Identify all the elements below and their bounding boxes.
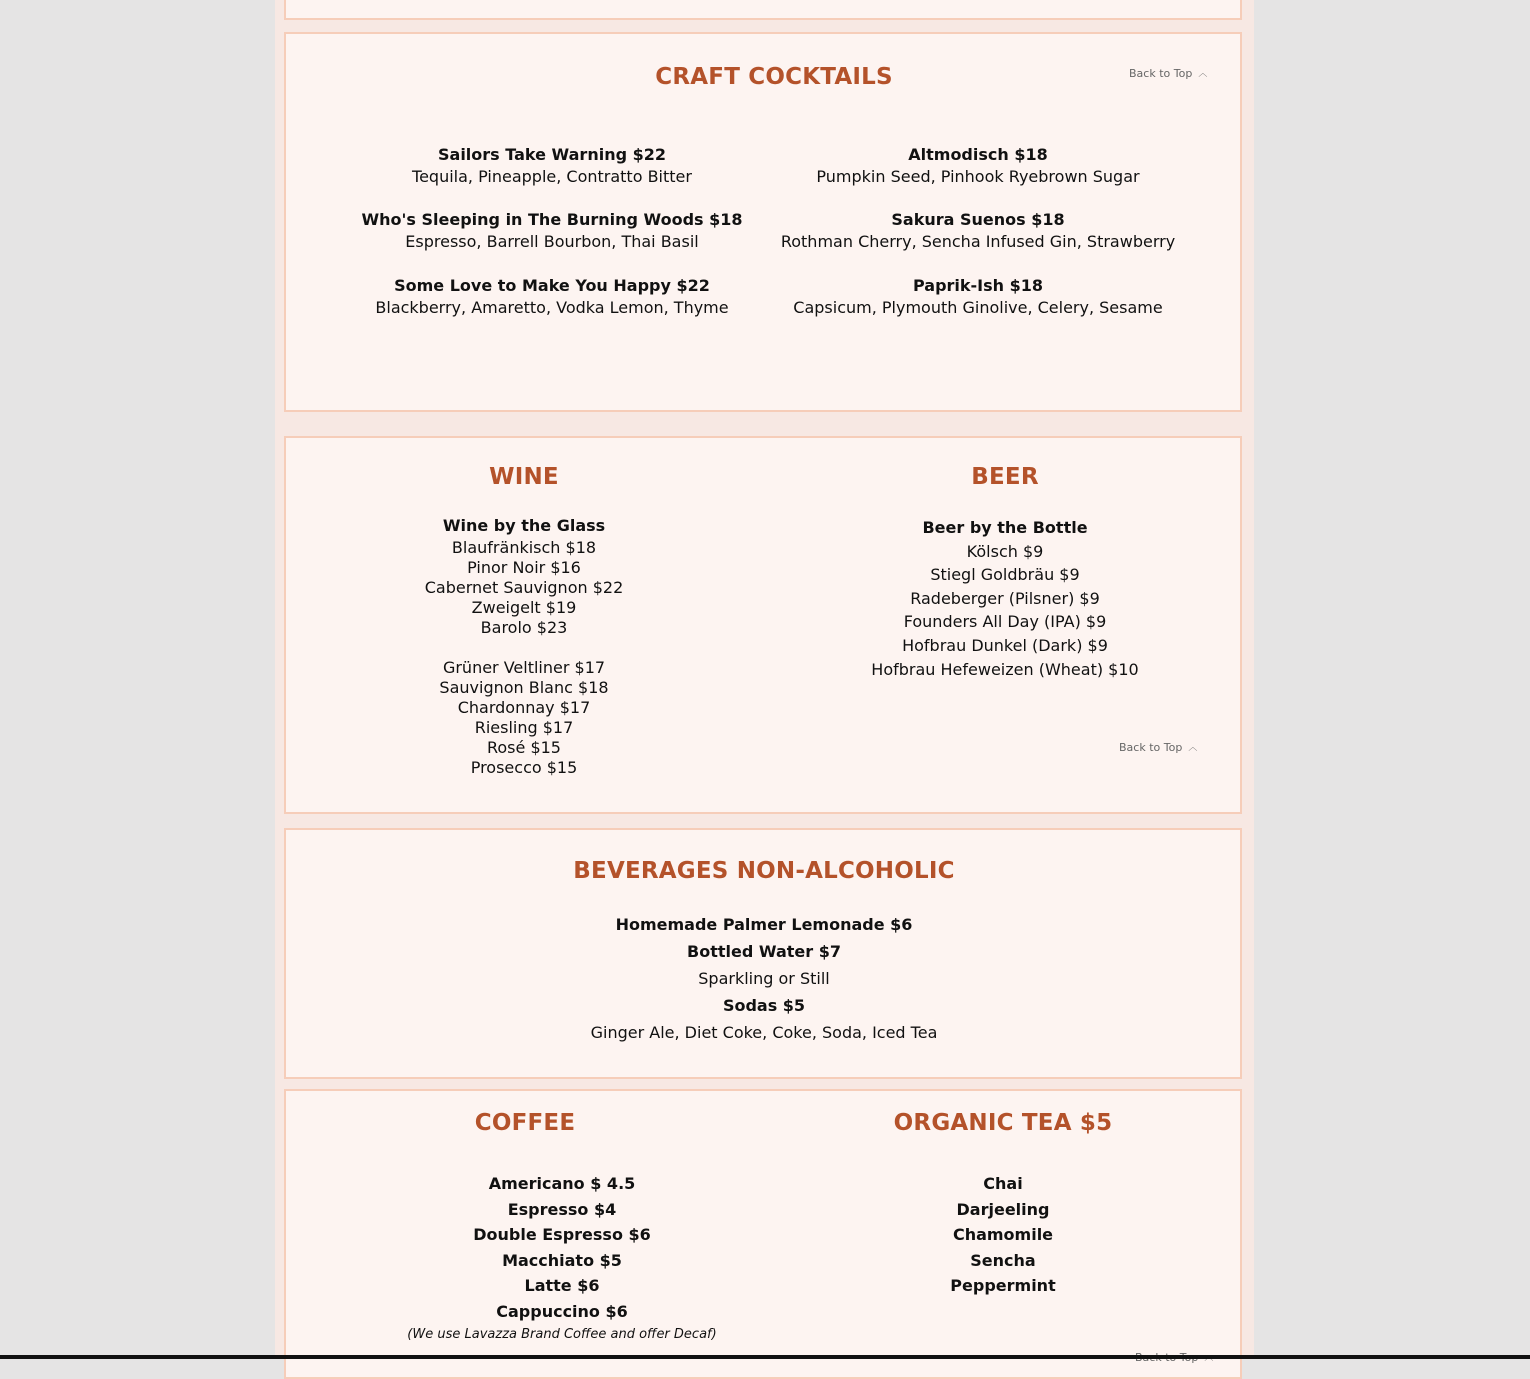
list-item: Peppermint xyxy=(950,1276,1056,1296)
list-item: Chardonnay $17 xyxy=(457,698,591,717)
coffee-note: (We use Lavazza Brand Coffee and offer Decaf) xyxy=(407,1326,717,1342)
list-item: Kölsch $9 xyxy=(966,541,1044,561)
cocktail-name: Some Love to Make You Happy $22 xyxy=(394,276,710,295)
non-alcoholic-list xyxy=(591,911,938,1046)
list-item: Barolo $23 xyxy=(480,618,568,637)
bottom-edge-bar xyxy=(0,1355,1530,1359)
list-item-desc: Sparkling or Still xyxy=(698,969,830,988)
previous-section-card xyxy=(284,0,1242,20)
coffee-list xyxy=(407,1171,716,1345)
wine-subtitle: Wine by the Glass xyxy=(442,516,606,535)
cocktail-name: Sakura Suenos $18 xyxy=(891,210,1065,229)
cocktail-desc: Espresso, Barrell Bourbon, Thai Basil xyxy=(405,232,699,251)
list-item: Hofbrau Dunkel (Dark) $9 xyxy=(902,635,1108,655)
beer-subtitle: Beer by the Bottle xyxy=(922,518,1088,537)
cocktails-section xyxy=(284,32,1242,412)
cocktail-desc: Tequila, Pineapple, Contratto Bitter xyxy=(412,167,692,186)
list-item: Darjeeling xyxy=(956,1199,1050,1219)
list-item: Sencha xyxy=(970,1250,1036,1270)
list-item: Espresso $4 xyxy=(507,1199,617,1219)
list-item: Hofbrau Hefeweizen (Wheat) $10 xyxy=(871,659,1139,679)
cocktail-desc: Blackberry, Amaretto, Vodka Lemon, Thyme xyxy=(375,298,729,317)
menu-page xyxy=(275,0,1254,1359)
list-item: Sauvignon Blanc $18 xyxy=(439,678,609,697)
tea-list xyxy=(950,1171,1055,1299)
list-item: Radeberger (Pilsner) $9 xyxy=(910,588,1100,608)
cocktails-title: CRAFT COCKTAILS xyxy=(655,64,893,90)
cocktail-name: Paprik-Ish $18 xyxy=(912,276,1044,295)
cocktails-left-column xyxy=(361,144,742,319)
back-to-top-label[interactable]: Back to Top xyxy=(1119,741,1183,754)
back-to-top-link[interactable] xyxy=(1119,740,1197,754)
tea-title: ORGANIC TEA $5 xyxy=(893,1110,1113,1136)
list-item: Macchiato $5 xyxy=(502,1250,622,1270)
list-item: Bottled Water $7 xyxy=(687,942,841,961)
list-item: Zweigelt $19 xyxy=(471,598,577,617)
list-item: Cappuccino $6 xyxy=(496,1301,628,1321)
list-item: Pinor Noir $16 xyxy=(467,558,581,577)
cocktail-desc: Capsicum, Plymouth Ginolive, Celery, Sesame xyxy=(793,298,1163,317)
list-item: Sodas $5 xyxy=(722,996,806,1015)
list-item: Stiegl Goldbräu $9 xyxy=(930,565,1080,585)
list-item: Riesling $17 xyxy=(474,718,574,737)
non-alcoholic-title: BEVERAGES NON-ALCOHOLIC xyxy=(573,858,955,884)
beer-list xyxy=(871,516,1138,681)
list-item: Blaufränkisch $18 xyxy=(451,538,597,557)
cocktail-desc: Rothman Cherry, Sencha Infused Gin, Strawberry xyxy=(780,232,1176,251)
beer-title: BEER xyxy=(971,464,1039,490)
list-item: Rosé $15 xyxy=(486,738,561,757)
list-item: Chai xyxy=(983,1174,1023,1193)
wine-beer-section xyxy=(284,436,1242,814)
chevron-up-icon: ︿ xyxy=(1188,743,1198,753)
wine-title: WINE xyxy=(489,464,559,490)
cocktails-right-column xyxy=(781,144,1175,319)
chevron-up-icon: ︿ xyxy=(1198,69,1208,79)
cocktail-name: Sailors Take Warning $22 xyxy=(438,145,666,164)
cocktail-desc: Pumpkin Seed, Pinhook Ryebrown Sugar xyxy=(816,167,1140,186)
list-item: Americano $ 4.5 xyxy=(488,1174,636,1193)
list-item: Latte $6 xyxy=(524,1276,600,1296)
list-item: Prosecco $15 xyxy=(470,758,578,777)
list-item-desc: Ginger Ale, Diet Coke, Coke, Soda, Iced Tea xyxy=(590,1023,938,1042)
cocktail-name: Altmodisch $18 xyxy=(908,145,1048,164)
back-to-top-link[interactable] xyxy=(1129,66,1207,80)
list-item: Founders All Day (IPA) $9 xyxy=(903,612,1107,632)
list-item: Grüner Veltliner $17 xyxy=(442,658,606,677)
back-to-top-label[interactable]: Back to Top xyxy=(1129,67,1193,80)
coffee-title: COFFEE xyxy=(474,1110,576,1136)
list-item: Chamomile xyxy=(952,1225,1054,1245)
wine-list xyxy=(425,516,623,778)
list-item: Cabernet Sauvignon $22 xyxy=(424,578,624,597)
non-alcoholic-section xyxy=(284,828,1242,1079)
list-item: Homemade Palmer Lemonade $6 xyxy=(615,915,913,934)
list-item: Double Espresso $6 xyxy=(473,1225,651,1245)
coffee-tea-section xyxy=(284,1089,1242,1379)
cocktail-name: Who's Sleeping in The Burning Woods $18 xyxy=(361,210,743,229)
